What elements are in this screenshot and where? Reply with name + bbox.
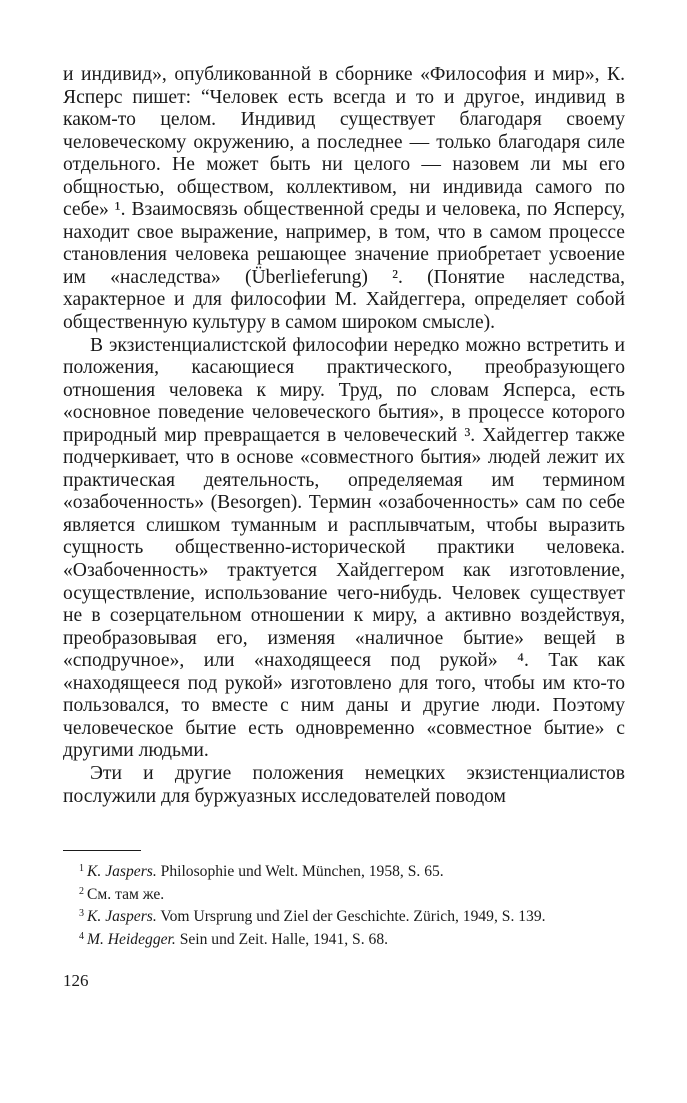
body-paragraph-3: Эти и другие положения немецких экзистенциалистов послужили для буржуазных исследователей поводом [63,762,625,807]
footnote-4 [63,927,625,950]
footnote-2-text: См. там же. [87,885,165,903]
footnote-4-mark: 4 [79,931,84,943]
footnote-1-author: K. Jaspers. [87,863,157,881]
footnote-3-mark: 3 [79,908,84,920]
page-number: 126 [63,970,89,990]
footnote-1 [63,859,625,882]
footnote-4-author: M. Heidegger. [87,931,176,949]
footnote-1-mark: 1 [79,863,84,875]
body-paragraph-1: и индивид», опубликованной в сборнике «Философия и мир», К. Ясперс пишет: “Человек есть всегда и то и другое, индивид в каком-то целом. Индивид существует благодаря своему человеческому окружению, а последнее — только благодаря силе отдельного. Не может быть ни целого — назовем ли мы его общностью, обществом, коллективом, ни индивида самого по себе» ¹. Взаимосвязь общественной среды и человека, по Ясперсу, находит свое выражение, например, в том, что в самом процессе становления человека решающее значение приобретает усвоение им «наследства» (Überlieferung) ². (Понятие наследства, характерное и для философии М. Хайдеггера, определяет собой общественную культуру в самом широком смысле). [63,64,625,334]
footnote-4-text: Sein und Zeit. Halle, 1941, S. 68. [179,931,389,949]
footnote-3-author: K. Jaspers. [87,908,157,926]
footnote-2-mark: 2 [79,885,84,897]
book-page [63,64,625,991]
footnote-2 [63,882,625,905]
footnote-1-text: Philosophie und Welt. München, 1958, S. 65. [160,863,444,881]
footnote-divider [63,850,141,851]
footnote-3 [63,904,625,927]
footnote-3-text: Vom Ursprung und Ziel der Geschichte. Zürich, 1949, S. 139. [160,908,546,926]
body-paragraph-2: В экзистенциалистской философии нередко можно встретить и положения, касающиеся практического, преобразующего отношения человека к миру. Труд, по словам Ясперса, есть «основное поведение человеческого бытия», в процессе которого природный мир превращается в человеческий ³. Хайдеггер также подчеркивает, что в основе «совместного бытия» людей лежит их практическая деятельность, определяемая им термином «озабоченность» (Besorgen). Термин «озабоченность» сам по себе является слишком туманным и расплывчатым, чтобы выразить сущность общественно-исторической практики человека. «Озабоченность» трактуется Хайдеггером как изготовление, осуществление, использование чего-нибудь. Человек существует не в созерцательном отношении к миру, а активно воздействуя, преобразовывая его, изменяя «наличное бытие» вещей в «сподручное», или «находящееся под рукой» ⁴. Так как «находящееся под рукой» изготовлено для того, чтобы им кто-то пользовался, то вместе с ним даны и другие люди. Поэтому человеческое бытие есть одновременно «совместное бытие» с другими людьми. [63,334,625,762]
footnotes [63,859,625,950]
